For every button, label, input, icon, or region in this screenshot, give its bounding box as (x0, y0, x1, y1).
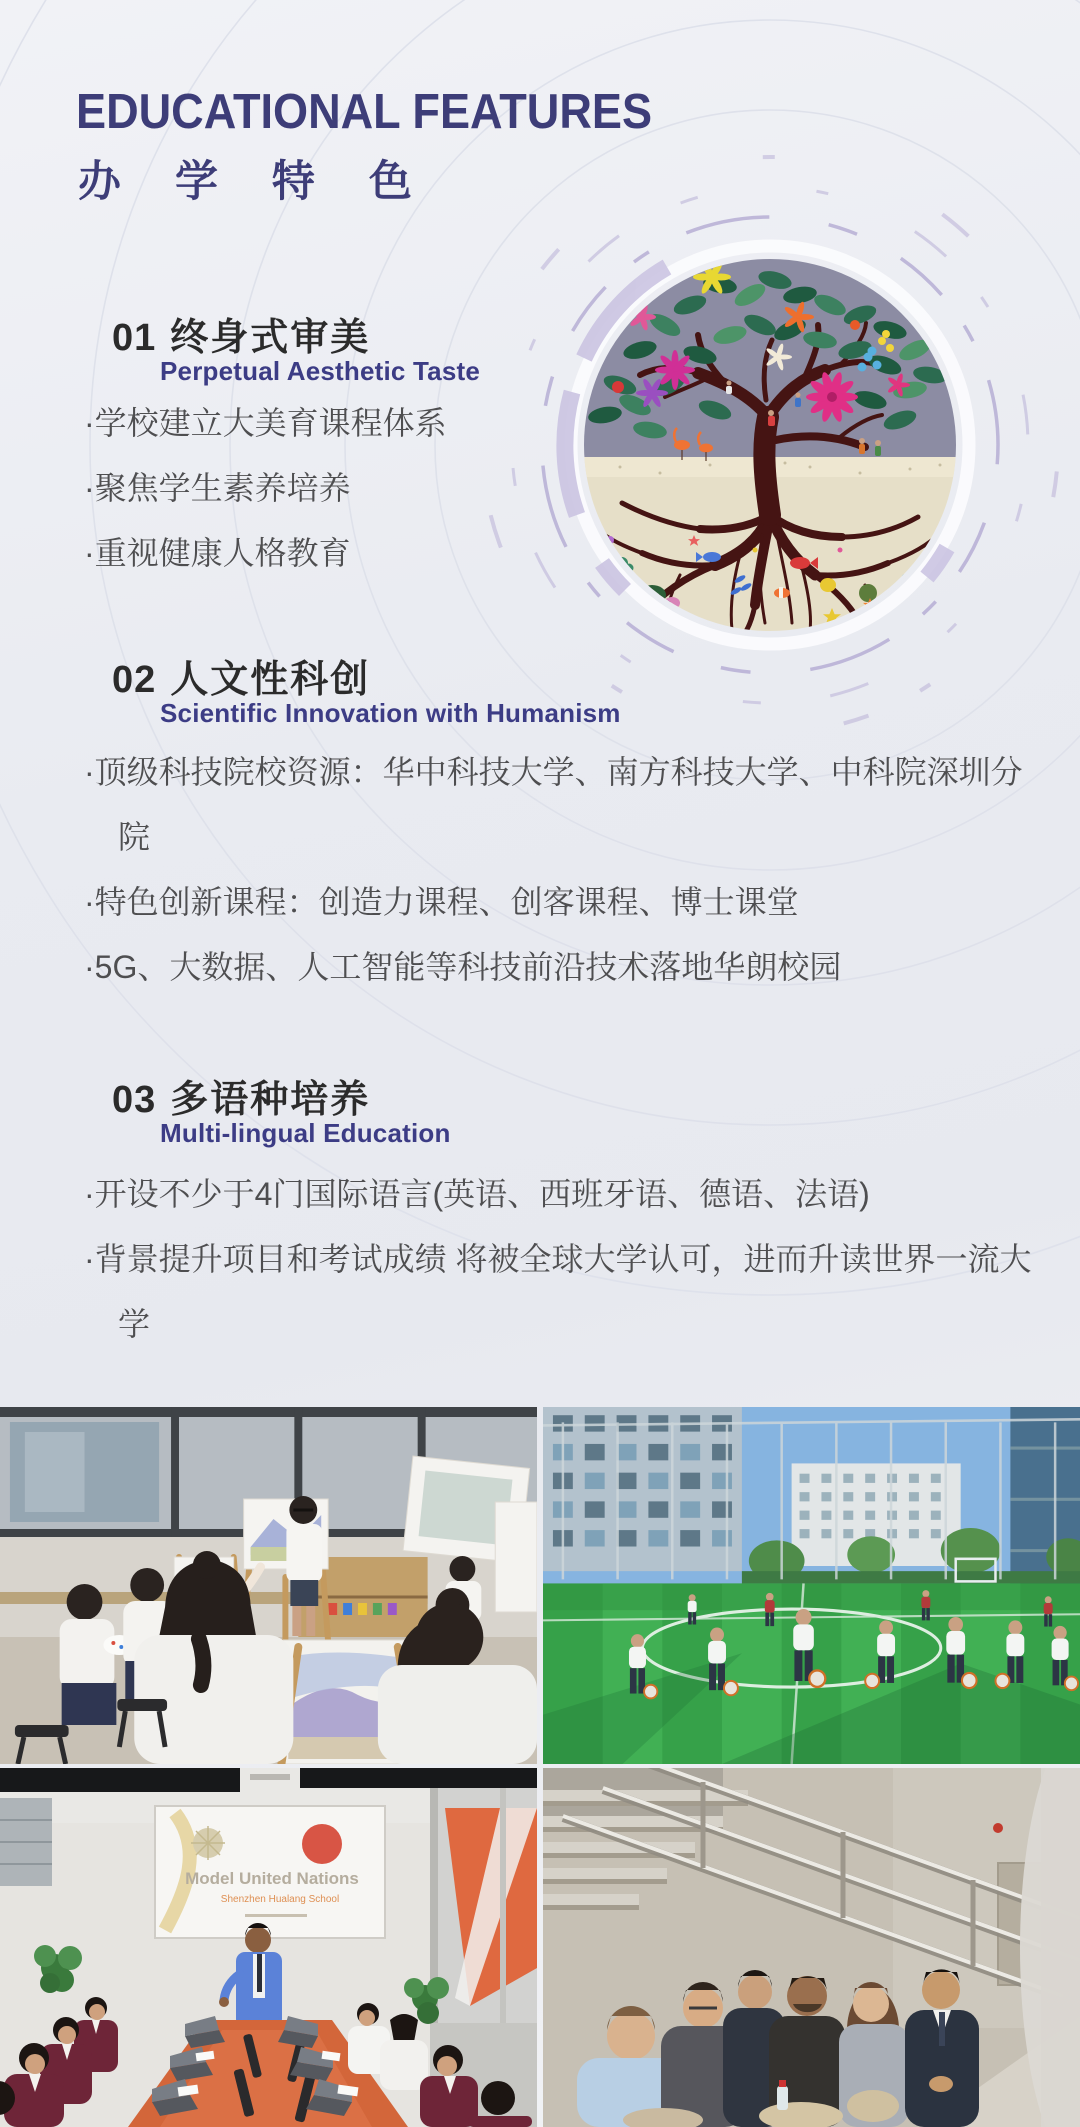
tree-mural-illustration (584, 259, 956, 631)
bullet-item: ·重视健康人格教育 (84, 535, 351, 571)
photo-mun-room (0, 1768, 537, 2127)
page-title-en: EDUCATIONAL FEATURES (76, 85, 653, 139)
section-number: 03 (112, 1079, 157, 1121)
mun-screen-title: Model United Nations (185, 1869, 359, 1888)
section-title-zh: 终身式审美 (170, 317, 371, 359)
bullet-list (84, 740, 1038, 1000)
mun-screen-subtitle: Shenzhen Hualang School (220, 1894, 340, 1905)
section-title-zh: 人文性科创 (170, 659, 371, 701)
section-title-zh: 多语种培养 (170, 1079, 371, 1121)
photo-art-class (0, 1407, 537, 1764)
bullet-item: ·背景提升项目和考试成绩 将被全球大学认可，进而升读世界一流大学 (84, 1241, 1032, 1342)
page-title-zh: 办 学 特 色 (78, 158, 433, 206)
bullet-item: ·5G、大数据、人工智能等科技前沿技术落地华朗校园 (84, 949, 842, 985)
section-number: 02 (112, 659, 157, 701)
photo-staircase-group (543, 1768, 1080, 2127)
section-number: 01 (112, 317, 157, 359)
bullet-item: ·开设不少于4门国际语言(英语、西班牙语、德语、法语) (84, 1176, 870, 1212)
bullet-item: ·顶级科技院校资源：华中科技大学、南方科技大学、中科院深圳分院 (84, 754, 1023, 855)
section-title-en: Scientific Innovation with Humanism (160, 698, 621, 728)
bullet-list (84, 391, 554, 586)
section-title-en: Perpetual Aesthetic Taste (160, 356, 480, 386)
photo-grid (0, 1407, 1080, 2127)
bullet-item: ·特色创新课程：创造力课程、创客课程、博士课堂 (84, 884, 799, 920)
bullet-item: ·学校建立大美育课程体系 (84, 405, 447, 441)
bullet-list (84, 1162, 1038, 1357)
bullet-item: ·聚焦学生素养培养 (84, 470, 351, 506)
photo-soccer-field (543, 1407, 1080, 1764)
section-title-en: Multi-lingual Education (160, 1118, 451, 1148)
